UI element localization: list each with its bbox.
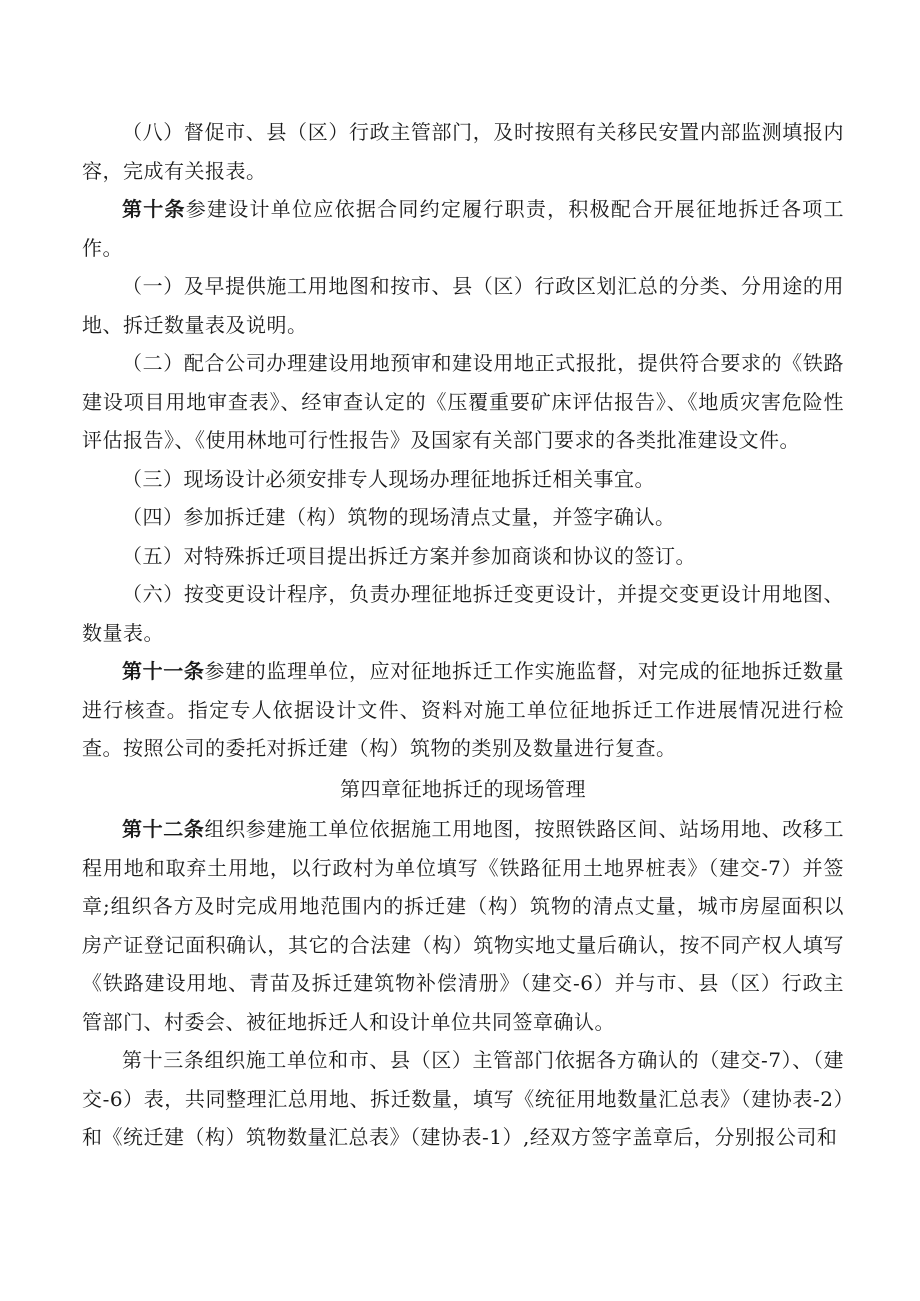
paragraph-item-5 [82, 537, 844, 576]
article-12 [82, 810, 844, 1041]
chapter-title: 第四章征地拆迁的现场管理 [340, 776, 586, 801]
paragraph-text: （八）督促市、县（区）行政主管部门，及时按照有关移民安置内部监测填报内容，完成有关报表。 [82, 120, 844, 183]
paragraph-item-2 [82, 344, 844, 460]
article-10 [82, 190, 844, 267]
article-number: 第十条 [122, 197, 186, 221]
paragraph-text: （六）按变更设计程序，负责办理征地拆迁变更设计，并提交变更设计用地图、数量表。 [82, 582, 844, 645]
paragraph-text: 组织参建施工单位依据施工用地图，按照铁路区间、站场用地、改移工程用地和取弃土用地，以行政村为单位填写《铁路征用土地界桩表》（建交-7）并签章;组织各方及时完成用地范围内的拆迁建（构）筑物的清点丈量，城市房屋面积以房产证登记面积确认，其它的合法建（构）筑物实地丈量后确认，按不同产权人填写《铁路建设用地、青苗及拆迁建筑物补偿清册》（建交-6）并与市、县（区）行政主管部门、村委会、被征地拆迁人和设计单位共同签章确认。 [82, 817, 845, 1034]
paragraph-item-1 [82, 267, 844, 344]
paragraph-item-8 [82, 113, 844, 190]
article-13 [82, 1041, 844, 1157]
paragraph-text: （四）参加拆迁建（构）筑物的现场清点丈量，并签字确认。 [122, 505, 676, 529]
paragraph-text: 第十三条组织施工单位和市、县（区）主管部门依据各方确认的（建交-7）、（建交-6）表，共同整理汇总用地、拆迁数量，填写《统征用地数量汇总表》（建协表-2）和《统迁建（构）筑物数量汇总表》（建协表-1）,经双方签字盖章后，分别报公司和 [82, 1048, 844, 1149]
paragraph-text: 参建设计单位应依据合同约定履行职责，积极配合开展征地拆迁各项工作。 [82, 197, 845, 260]
paragraph-item-6 [82, 575, 844, 652]
paragraph-text: （一）及早提供施工用地图和按市、县（区）行政区划汇总的分类、分用途的用地、拆迁数量表及说明。 [82, 274, 844, 337]
document-page [82, 113, 844, 1157]
paragraph-text: 参建的监理单位，应对征地拆迁工作实施监督，对完成的征地拆迁数量进行核查。指定专人依据设计文件、资料对施工单位征地拆迁工作进展情况进行检查。按照公司的委托对拆迁建（构）筑物的类别及数量进行复查。 [82, 659, 845, 760]
paragraph-text: （五）对特殊拆迁项目提出拆迁方案并参加商谈和协议的签订。 [122, 543, 696, 568]
article-number: 第十二条 [122, 817, 205, 841]
paragraph-text: （三）现场设计必须安排专人现场办理征地拆迁相关事宜。 [122, 466, 655, 491]
paragraph-text: （二）配合公司办理建设用地预审和建设用地正式报批，提供符合要求的《铁路建设项目用地审查表》、经审查认定的《压覆重要矿床评估报告》、《地质灾害危险性评估报告》、《使用林地可行性报告》及国家有关部门要求的各类批准建设文件。 [82, 351, 844, 452]
paragraph-item-3 [82, 460, 844, 499]
article-11 [82, 652, 844, 768]
article-number: 第十一条 [122, 659, 205, 683]
paragraph-item-4 [82, 498, 844, 537]
